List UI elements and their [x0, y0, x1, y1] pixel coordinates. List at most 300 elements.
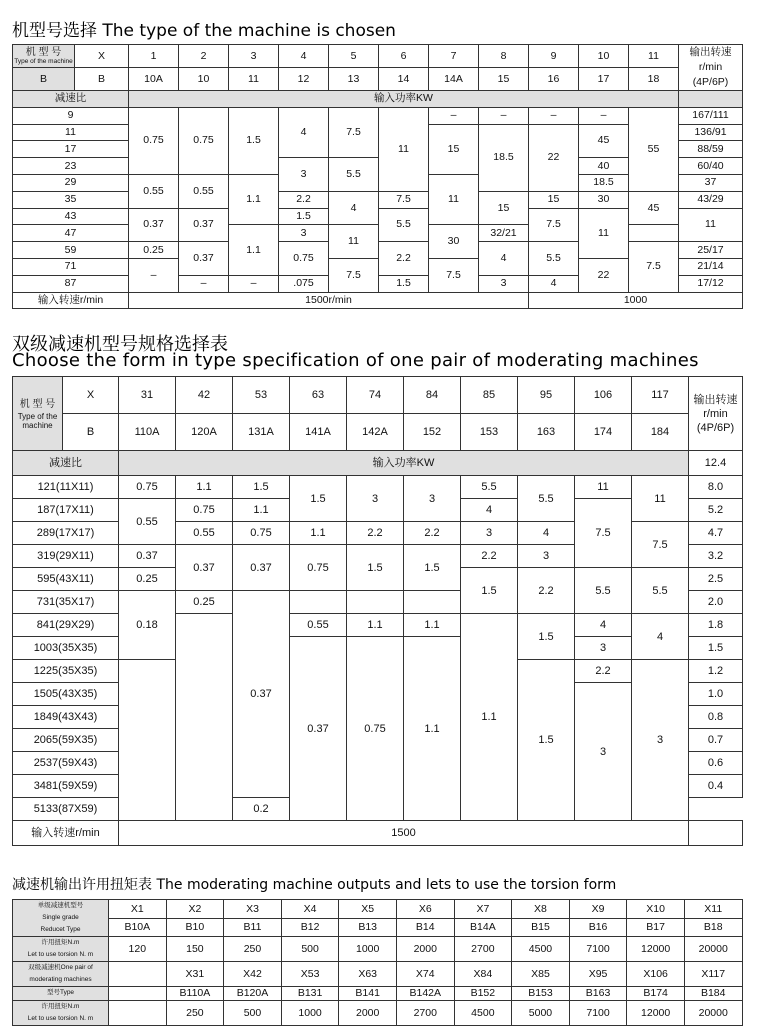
speed-cell: 25/17: [679, 242, 743, 259]
power-cell: 5.5: [529, 242, 579, 276]
power-cell: 0.25: [119, 568, 176, 591]
ratio-header: 减速比: [13, 91, 129, 108]
power-cell: –: [479, 107, 529, 124]
model-num: 10: [579, 45, 629, 68]
power-cell: 30: [429, 225, 479, 259]
ratio-cell: 1505(43X35): [13, 683, 119, 706]
speed-cell: 32/21: [479, 225, 529, 242]
x-label: X: [75, 45, 129, 68]
x-model: X4: [281, 900, 339, 919]
model-b: 131A: [233, 414, 290, 451]
b-model: B17: [627, 918, 685, 937]
model-num: 95: [518, 377, 575, 414]
single-type-label: 单级减速机型号 Single grade Reducet Type: [13, 900, 109, 937]
x-model: X95: [569, 962, 627, 987]
ratio-cell: 23: [13, 158, 129, 175]
torque-value: 150: [166, 937, 224, 962]
torque-value: 2700: [396, 1000, 454, 1025]
power-cell: 0.75: [279, 242, 329, 276]
torque-value: 5000: [512, 1000, 570, 1025]
power-cell: 5.5: [461, 476, 518, 499]
torque-value: 1000: [281, 1000, 339, 1025]
x-model: X31: [166, 962, 224, 987]
speed-cell: 0.4: [689, 775, 743, 798]
ratio-cell: 71: [13, 258, 129, 275]
power-cell: 1.5: [290, 476, 347, 522]
model-num: 53: [233, 377, 290, 414]
section2-title-en: Choose the form in type specification of one pair of moderating machines: [12, 350, 699, 371]
power-cell: 0.75: [347, 637, 404, 821]
power-cell: [119, 660, 176, 821]
model-num: 11: [629, 45, 679, 68]
power-cell: [404, 591, 461, 614]
input-speed-1500: 1500: [119, 821, 689, 846]
power-cell: 7.5: [575, 499, 632, 568]
power-cell: 3: [279, 158, 329, 192]
x-model: X1: [109, 900, 167, 919]
ratio-cell: 1849(43X43): [13, 706, 119, 729]
power-cell: 1.1: [404, 614, 461, 637]
power-cell: 15: [479, 191, 529, 225]
power-cell: 1.5: [279, 208, 329, 225]
power-cell: 11: [579, 208, 629, 258]
x-model: X42: [224, 962, 282, 987]
b-model: B16: [569, 918, 627, 937]
ratio-cell: 59: [13, 242, 129, 259]
model-num: 117: [632, 377, 689, 414]
power-cell: 1.5: [518, 660, 575, 821]
power-cell: –: [229, 275, 279, 292]
ratio-cell: 121(11X11): [13, 476, 119, 499]
section2-title-cn: 双级减速机型号规格选择表: [12, 334, 228, 355]
model-b: 110A: [119, 414, 176, 451]
power-cell: –: [529, 107, 579, 124]
torque-value: 2000: [396, 937, 454, 962]
power-cell: 4: [329, 191, 379, 225]
model-num: 9: [529, 45, 579, 68]
input-speed-label: 输入转速r/min: [13, 292, 129, 309]
x-model: X9: [569, 900, 627, 919]
speed-cell: 43/29: [679, 191, 743, 208]
power-cell: 1.5: [229, 107, 279, 174]
b-model: B110A: [166, 987, 224, 1001]
torque-value: 12000: [627, 937, 685, 962]
ratio-cell: 595(43X11): [13, 568, 119, 591]
power-cell: 0.37: [119, 545, 176, 568]
ratio-cell: 1003(35X35): [13, 637, 119, 660]
power-cell: 1.1: [176, 476, 233, 499]
speed-cell: 167/111: [679, 107, 743, 124]
ratio-cell: 731(35X17): [13, 591, 119, 614]
power-cell: 1.1: [461, 614, 518, 821]
power-cell: 0.55: [290, 614, 347, 637]
power-cell: 0.37: [179, 242, 229, 276]
single-stage-table: [12, 44, 743, 309]
model-num: 1: [129, 45, 179, 68]
section3-title: 减速机输出许用扭矩表 The moderating machine outputs and lets to use the torsion form: [12, 877, 617, 893]
torque-value: 500: [281, 937, 339, 962]
double-type-label: 双级减速机One pair of moderating machines: [13, 962, 109, 987]
model-b: 142A: [347, 414, 404, 451]
speed-cell: 4.7: [689, 522, 743, 545]
ratio-cell: 17: [13, 141, 129, 158]
ratio-cell: 187(17X11): [13, 499, 119, 522]
power-cell: 5.5: [329, 158, 379, 192]
x-model: X63: [339, 962, 397, 987]
power-cell: 4: [479, 242, 529, 276]
b-model: B10: [166, 918, 224, 937]
power-cell: –: [129, 258, 179, 292]
ratio-header: 减速比: [13, 451, 119, 476]
b-model: B184: [684, 987, 742, 1001]
model-num: 8: [479, 45, 529, 68]
section1-title: 机型号选择 The type of the machine is chosen: [12, 21, 396, 41]
ratio-cell: 3481(59X59): [13, 775, 119, 798]
model-b: 163: [518, 414, 575, 451]
torque-label: 许用扭矩N.m Let to use torsion N. m: [13, 937, 109, 962]
model-b: 10: [179, 68, 229, 91]
input-speed-1000: 1000: [529, 292, 743, 309]
speed-cell: 8.0: [689, 476, 743, 499]
model-b: 15: [479, 68, 529, 91]
power-cell: 0.37: [179, 208, 229, 242]
power-cell: 3: [279, 225, 329, 242]
power-header: 输入功率KW: [129, 91, 679, 108]
x-label: X: [63, 377, 119, 414]
power-cell: 5.5: [632, 568, 689, 614]
b-model: B18: [684, 918, 742, 937]
power-cell: 0.18: [119, 591, 176, 660]
model-num: 85: [461, 377, 518, 414]
speed-cell: 12.4: [689, 451, 743, 476]
ratio-cell: 35: [13, 191, 129, 208]
power-cell: 1.5: [379, 275, 429, 292]
ratio-cell: 43: [13, 208, 129, 225]
speed-cell: 1.0: [689, 683, 743, 706]
power-cell: 0.75: [119, 476, 176, 499]
b-model: B174: [627, 987, 685, 1001]
power-cell: [347, 591, 404, 614]
torque-value: 20000: [684, 937, 742, 962]
power-cell: 0.25: [129, 242, 179, 259]
output-speed-header: 输出转速 r/min (4P/6P): [679, 45, 743, 91]
torque-value: 1000: [339, 937, 397, 962]
model-num: 7: [429, 45, 479, 68]
model-b: 120A: [176, 414, 233, 451]
power-cell: 45: [629, 191, 679, 225]
power-cell: .075: [279, 275, 329, 292]
power-cell: 0.37: [290, 637, 347, 821]
power-cell: 11: [679, 208, 743, 242]
x-model: X8: [512, 900, 570, 919]
model-b: 13: [329, 68, 379, 91]
model-b: 141A: [290, 414, 347, 451]
power-cell: 3: [575, 683, 632, 821]
power-cell: 1.1: [290, 522, 347, 545]
power-cell: 2.2: [575, 660, 632, 683]
model-num: 3: [229, 45, 279, 68]
power-cell: 15: [529, 191, 579, 208]
power-cell: 1.1: [229, 225, 279, 275]
power-cell: 3: [518, 545, 575, 568]
type-label: 型号Type: [13, 987, 109, 1001]
model-num: 106: [575, 377, 632, 414]
power-cell: 11: [632, 476, 689, 522]
b-label: B: [13, 68, 75, 91]
model-b: 174: [575, 414, 632, 451]
power-header: 输入功率KW: [119, 451, 689, 476]
model-num: 74: [347, 377, 404, 414]
power-cell: 2.2: [404, 522, 461, 545]
b-label: B: [75, 68, 129, 91]
power-cell: 5.5: [575, 568, 632, 614]
power-cell: 0.55: [176, 522, 233, 545]
b-model: B152: [454, 987, 512, 1001]
power-cell: 55: [629, 107, 679, 191]
b-model: B15: [512, 918, 570, 937]
input-speed-1500: 1500r/min: [129, 292, 529, 309]
model-num: 42: [176, 377, 233, 414]
power-cell: 5.5: [379, 208, 429, 242]
power-cell: 2.2: [279, 191, 329, 208]
ratio-cell: 1225(35X35): [13, 660, 119, 683]
power-cell: 7.5: [329, 258, 379, 292]
power-cell: 4: [632, 614, 689, 660]
power-cell: 2.2: [518, 568, 575, 614]
power-cell: 2.2: [461, 545, 518, 568]
power-cell: [176, 614, 233, 821]
torque-value: 2000: [339, 1000, 397, 1025]
model-b: 14: [379, 68, 429, 91]
x-model: X106: [627, 962, 685, 987]
b-model: B14: [396, 918, 454, 937]
power-cell: 7.5: [379, 191, 429, 208]
power-cell: 0.37: [233, 591, 290, 798]
power-cell: 22: [579, 258, 629, 292]
ratio-cell: 2065(59X35): [13, 729, 119, 752]
torque-value: 4500: [454, 1000, 512, 1025]
x-model: X7: [454, 900, 512, 919]
model-num: 31: [119, 377, 176, 414]
power-cell: 3: [479, 275, 529, 292]
input-speed-label: 输入转速r/min: [13, 821, 119, 846]
torque-value: 500: [224, 1000, 282, 1025]
speed-cell: 0.6: [689, 752, 743, 775]
x-model: X2: [166, 900, 224, 919]
b-model: B120A: [224, 987, 282, 1001]
power-cell: 11: [575, 476, 632, 499]
ratio-cell: 9: [13, 107, 129, 124]
power-cell: 1.5: [233, 476, 290, 499]
power-cell: 0.75: [129, 107, 179, 174]
power-cell: 0.55: [129, 174, 179, 208]
b-model: B11: [224, 918, 282, 937]
x-model: X117: [684, 962, 742, 987]
ratio-cell: 319(29X11): [13, 545, 119, 568]
model-num: 5: [329, 45, 379, 68]
torque-label: 许用扭矩N.m Let to use torsion N. m: [13, 1000, 109, 1025]
power-cell: 1.1: [404, 637, 461, 821]
speed-cell: 1.8: [689, 614, 743, 637]
power-cell: 4: [461, 499, 518, 522]
power-cell: 7.5: [529, 208, 579, 242]
power-cell: 22: [529, 124, 579, 191]
x-model: X74: [396, 962, 454, 987]
double-stage-table: [12, 376, 743, 846]
power-cell: 4: [529, 275, 579, 292]
speed-cell: 5.2: [689, 499, 743, 522]
power-cell: 0.55: [179, 174, 229, 208]
power-cell: 1.5: [461, 568, 518, 614]
model-label: 机 型 号 Type of the machine: [13, 45, 75, 68]
model-b: 10A: [129, 68, 179, 91]
power-cell: 3: [347, 476, 404, 522]
model-b: 153: [461, 414, 518, 451]
model-b: 12: [279, 68, 329, 91]
power-cell: 2.2: [347, 522, 404, 545]
power-cell: 1.1: [347, 614, 404, 637]
model-b: 152: [404, 414, 461, 451]
x-model: X3: [224, 900, 282, 919]
b-model: B131: [281, 987, 339, 1001]
power-cell: 37: [679, 174, 743, 191]
power-cell: 1.5: [404, 545, 461, 591]
x-model: X85: [512, 962, 570, 987]
torque-value: 20000: [684, 1000, 742, 1025]
model-num: 84: [404, 377, 461, 414]
speed-cell: 136/91: [679, 124, 743, 141]
b-model: B13: [339, 918, 397, 937]
power-cell: 0.75: [179, 107, 229, 174]
power-cell: 7.5: [632, 522, 689, 568]
ratio-cell: 289(17X17): [13, 522, 119, 545]
power-cell: 7.5: [429, 258, 479, 292]
x-model: X6: [396, 900, 454, 919]
output-speed-header: 输出转速 r/min (4P/6P): [689, 377, 743, 451]
ratio-cell: 5133(87X59): [13, 798, 119, 821]
b-model: B10A: [109, 918, 167, 937]
ratio-cell: 11: [13, 124, 129, 141]
power-cell: 1.5: [347, 545, 404, 591]
torque-value: 7100: [569, 937, 627, 962]
power-cell: –: [179, 275, 229, 292]
power-cell: 11: [429, 174, 479, 224]
power-cell: –: [429, 107, 479, 124]
x-model: X5: [339, 900, 397, 919]
model-num: 6: [379, 45, 429, 68]
power-cell: 1.1: [233, 499, 290, 522]
speed-cell: 60/40: [679, 158, 743, 175]
torque-value: 2700: [454, 937, 512, 962]
power-cell: 0.37: [176, 545, 233, 591]
power-cell: 0.37: [129, 208, 179, 242]
power-cell: 11: [329, 225, 379, 259]
power-cell: 18.5: [579, 174, 629, 191]
torque-value: 12000: [627, 1000, 685, 1025]
torque-value: 7100: [569, 1000, 627, 1025]
torque-table: [12, 899, 743, 1026]
power-cell: 15: [429, 124, 479, 174]
model-b: 16: [529, 68, 579, 91]
x-model: X10: [627, 900, 685, 919]
ratio-cell: 841(29X29): [13, 614, 119, 637]
ratio-cell: 87: [13, 275, 129, 292]
x-model: X53: [281, 962, 339, 987]
b-label: B: [63, 414, 119, 451]
power-cell: [290, 591, 347, 614]
power-cell: 18.5: [479, 124, 529, 191]
torque-value: 250: [224, 937, 282, 962]
power-cell: 3: [404, 476, 461, 522]
power-cell: –: [579, 107, 629, 124]
model-b: 14A: [429, 68, 479, 91]
power-cell: 1.1: [229, 174, 279, 224]
power-cell: 45: [579, 124, 629, 158]
speed-cell: 2.5: [689, 568, 743, 591]
ratio-cell: 2537(59X43): [13, 752, 119, 775]
power-cell: 4: [279, 107, 329, 157]
power-cell: 2.2: [379, 242, 429, 276]
speed-cell: 0.8: [689, 706, 743, 729]
torque-value: 4500: [512, 937, 570, 962]
x-model: X84: [454, 962, 512, 987]
power-cell: 40: [579, 158, 629, 175]
power-cell: 0.75: [233, 522, 290, 545]
model-num: 4: [279, 45, 329, 68]
speed-cell: 21/14: [679, 258, 743, 275]
model-num: 63: [290, 377, 347, 414]
power-cell: 4: [575, 614, 632, 637]
b-model: B153: [512, 987, 570, 1001]
b-model: B14A: [454, 918, 512, 937]
b-model: B141: [339, 987, 397, 1001]
power-cell: 11: [379, 107, 429, 191]
model-b: 17: [579, 68, 629, 91]
speed-cell: 88/59: [679, 141, 743, 158]
power-cell: 3: [632, 660, 689, 821]
speed-cell: 0.7: [689, 729, 743, 752]
power-cell: 30: [579, 191, 629, 208]
speed-cell: 17/12: [679, 275, 743, 292]
b-model: B163: [569, 987, 627, 1001]
speed-cell: 3.2: [689, 545, 743, 568]
x-model: X11: [684, 900, 742, 919]
ratio-cell: 29: [13, 174, 129, 191]
power-cell: 3: [575, 637, 632, 660]
speed-cell: 1.2: [689, 660, 743, 683]
power-cell: 5.5: [518, 476, 575, 522]
model-b: 18: [629, 68, 679, 91]
speed-cell: 1.5: [689, 637, 743, 660]
power-cell: 0.25: [176, 591, 233, 614]
model-b: 184: [632, 414, 689, 451]
power-cell: 3: [461, 522, 518, 545]
power-cell: 7.5: [629, 242, 679, 292]
power-cell: 1.5: [518, 614, 575, 660]
power-cell: 0.75: [290, 545, 347, 591]
b-model: B12: [281, 918, 339, 937]
speed-cell: 2.0: [689, 591, 743, 614]
power-cell: 0.55: [119, 499, 176, 545]
model-label: 机 型 号 Type of the machine: [13, 377, 63, 451]
power-cell: 4: [518, 522, 575, 545]
b-model: B142A: [396, 987, 454, 1001]
power-cell: 0.75: [176, 499, 233, 522]
speed-cell: 0.2: [233, 798, 290, 821]
torque-value: 120: [109, 937, 167, 962]
model-b: 11: [229, 68, 279, 91]
power-cell: 7.5: [329, 107, 379, 157]
